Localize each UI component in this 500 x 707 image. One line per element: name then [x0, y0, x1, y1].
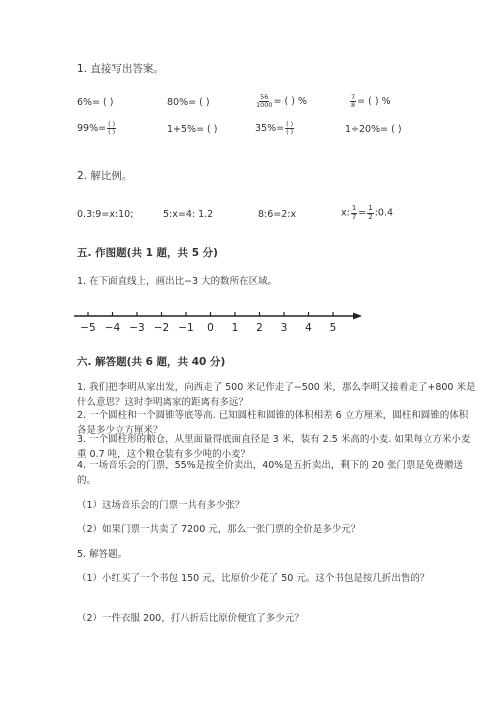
ratio-suffix: :0.4	[374, 207, 394, 219]
fraction-numerator: 7	[351, 93, 356, 101]
problem-rest: = ( ) %	[273, 96, 308, 107]
problem-1-plus-5-percent: 1+5%= ( )	[167, 124, 218, 135]
number-line-tick-label: 3	[280, 322, 288, 334]
fraction-numerator: ( )	[286, 120, 294, 128]
problem-rest: = ( ) %	[357, 96, 391, 107]
fraction-numerator: 1	[351, 204, 357, 212]
solution-question-3: 3. 一个圆柱形的粮仓，从里面量得底面直径是 3 米，装有 2.5 米高的小麦. 如果每立方米小麦重 0.7 吨，这个粮仓装有多少吨的小麦？	[77, 434, 471, 460]
fraction-denominator: 7	[351, 212, 357, 221]
fraction-denominator: 1000	[256, 101, 273, 109]
solution-question-4: 4. 一场音乐会的门票，55%是按全价卖出，40%是五折卖出，剩下的 20 张门票是免费赠送的。	[77, 460, 463, 486]
fraction-numerator: 1	[368, 204, 373, 212]
number-line-tick-label: 1	[231, 322, 239, 334]
arrow-head-icon	[353, 313, 362, 320]
problem-56-over-1000	[255, 94, 307, 109]
ratio-problem-3: 8:6=2:x	[258, 209, 297, 220]
number-line-tick-label: −4	[104, 322, 121, 334]
solution-question-4-sub-1: （1）这场音乐会的门票一共有多少张？	[77, 500, 245, 511]
number-line-tick-label: −1	[178, 322, 194, 334]
ratio-prefix: x:	[341, 207, 350, 219]
ratio-problem-1: 0.3:9=x:10;	[77, 209, 134, 220]
problem-6-percent: 6%= ( )	[77, 97, 114, 108]
solution-question-5-sub-2: （2）一件衣服 200，打八折后比原价便宜了多少元？	[77, 613, 304, 624]
problem-7-over-8	[349, 94, 391, 109]
number-line-tick-label: 0	[207, 322, 214, 334]
question-title-direct: 1. 直接写出答案。	[77, 63, 164, 75]
number-line-tick-label: 4	[305, 322, 312, 334]
drawing-question-1: 1. 在下面直线上，画出比−3 大的数所在区域。	[77, 276, 278, 287]
fraction-numerator: ( )	[108, 120, 116, 128]
solution-question-5-sub-1: （1）小红买了一个书包 150 元，比原价少花了 50 元。这个书包是按几折出售的？	[77, 573, 430, 584]
fraction-denominator: ( )	[286, 128, 294, 136]
solution-question-2: 2. 一个圆柱和一个圆锥等底等高. 已知圆柱和圆锥的体积相差 6 立方厘米，圆柱和圆锥的体积各是多少立方厘米？	[77, 410, 469, 436]
section-heading-drawing: 五. 作图题(共 1 题，共 5 分)	[77, 247, 218, 259]
problem-prefix: 99%=	[77, 123, 107, 134]
fraction-numerator: 56	[260, 93, 269, 101]
number-line-tick-label: −2	[153, 322, 170, 334]
number-line	[70, 304, 370, 340]
problem-1-div-20-percent: 1÷20%= ( )	[345, 124, 402, 135]
ratio-problem-2: 5:x=4: 1.2	[163, 209, 214, 220]
question-title-ratio: 2. 解比例。	[77, 170, 133, 182]
section-heading-solutions: 六. 解答题(共 6 题，共 40 分)	[77, 356, 226, 368]
solution-question-5: 5. 解答题。	[77, 549, 128, 560]
number-line-tick-label: −5	[80, 322, 96, 334]
solution-question-1: 1. 我们把李明从家出发，向西走了 500 米记作走了−500 米，那么李明又接着走了+800 米是什么意思？这时李明离家的距离有多远？	[77, 382, 476, 408]
problem-prefix: 35%=	[255, 123, 285, 134]
problem-35-percent	[255, 121, 295, 136]
ratio-equals: =	[358, 207, 367, 219]
problem-80-percent: 80%= ( )	[167, 97, 210, 108]
ratio-problem-4	[341, 205, 393, 221]
number-line-tick-label: 2	[256, 322, 263, 334]
fraction-denominator: 8	[351, 101, 356, 109]
number-line-tick-label: 5	[329, 322, 337, 334]
fraction-denominator: 2	[368, 212, 373, 221]
fraction-denominator: ( )	[108, 128, 116, 136]
number-line-tick-label: −3	[129, 322, 145, 334]
solution-question-4-sub-2: （2）如果门票一共卖了 7200 元，那么一张门票的全价是多少元？	[77, 524, 361, 535]
problem-99-percent	[77, 121, 117, 136]
